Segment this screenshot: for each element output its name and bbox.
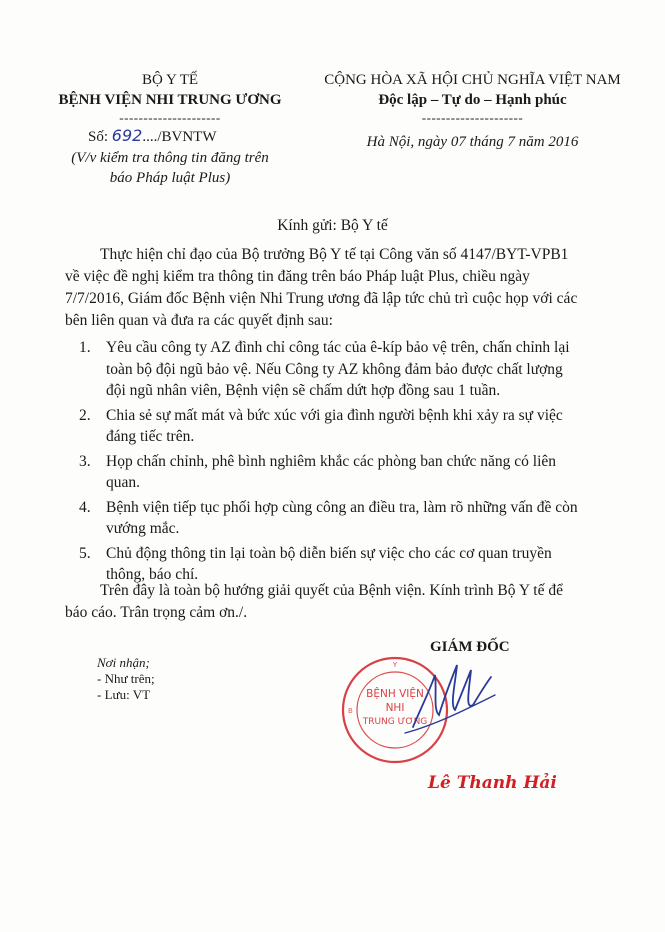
item-number: 3. — [79, 452, 91, 470]
subject-line-2: báo Pháp luật Plus) — [109, 170, 231, 186]
item-line: đáng tiếc trên. — [106, 428, 195, 445]
intro-line-3: 7/7/2016, Giám đốc Bệnh viện Nhi Trung ương đã lập tức chủ trì cuộc họp với các — [65, 290, 578, 307]
motto: Độc lập – Tự do – Hạnh phúc — [378, 92, 567, 108]
right-header — [305, 70, 640, 152]
list-item — [79, 337, 614, 402]
right-divider: --------------------- — [421, 110, 524, 125]
list-item — [79, 497, 614, 540]
item-number: 4. — [79, 498, 91, 516]
item-line: quan. — [106, 474, 141, 491]
item-line: Chủ động thông tin lại toàn bộ diễn biến sự việc cho các cơ quan truyền — [106, 544, 552, 562]
item-line: Họp chấn chỉnh, phê bình nghiêm khắc các phòng ban chức năng có liên — [106, 452, 557, 470]
item-number: 2. — [79, 406, 91, 424]
ministry-name: BỘ Y TẾ — [141, 72, 199, 88]
intro-line-4: bên liên quan và đưa ra các quyết định sau: — [65, 312, 333, 329]
closing-paragraph — [65, 580, 605, 624]
recipients-item: - Như trên; — [97, 671, 155, 686]
list-item — [79, 451, 614, 494]
hospital-name: BỆNH VIỆN NHI TRUNG ƯƠNG — [58, 92, 282, 108]
signer-name: Lê Thanh Hải — [428, 773, 557, 793]
recipients-title: Nơi nhận; — [97, 655, 150, 670]
stamp-line: NHI — [385, 702, 405, 714]
svg-text:B: B — [348, 707, 353, 715]
list-item — [79, 405, 614, 448]
closing-line-1: Trên đây là toàn bộ hướng giải quyết của Bệnh viện. Kính trình Bộ Y tế để — [100, 582, 564, 599]
svg-text:Y: Y — [392, 661, 398, 669]
signer-title: GIÁM ĐỐC — [430, 639, 510, 655]
intro-line-1: Thực hiện chỉ đạo của Bộ trưởng Bộ Y tế tại Công văn số 4147/BYT-VPB1 — [100, 246, 569, 263]
number-suffix: ..../BVNTW — [142, 129, 217, 145]
document-number — [88, 126, 216, 147]
left-divider: --------------------- — [119, 110, 221, 125]
intro-line-2: về việc đề nghị kiểm tra thông tin đăng trên báo Pháp luật Plus, chiều ngày — [65, 268, 530, 285]
stamp-line: TRUNG ƯƠNG — [362, 717, 428, 727]
item-line: Bệnh viện tiếp tục phối hợp cùng công an điều tra, làm rõ những vấn đề còn — [106, 498, 578, 516]
subject — [40, 148, 300, 188]
item-line: vướng mắc. — [106, 520, 180, 537]
recipient: Kính gửi: Bộ Y tế — [277, 217, 388, 234]
intro-paragraph — [65, 244, 605, 332]
handwritten-signature — [395, 655, 505, 740]
item-line: thông, báo chí. — [106, 566, 199, 583]
item-line: toàn bộ đội ngũ bảo vệ. Nếu Công ty AZ không đảm bảo được chất lượng — [106, 360, 563, 378]
number-prefix: Số: — [88, 129, 109, 145]
recipients-block — [97, 655, 155, 703]
recipients-item: - Lưu: VT — [97, 687, 151, 702]
item-line: Chia sẻ sự mất mát và bức xúc với gia đình người bệnh khi xảy ra sự việc — [106, 406, 563, 424]
left-header — [40, 70, 300, 126]
subject-line-1: (V/v kiểm tra thông tin đăng trên — [71, 150, 269, 166]
country-name: CỘNG HÒA XÃ HỘI CHỦ NGHĨA VIỆT NAM — [324, 72, 621, 88]
item-line: Yêu cầu công ty AZ đình chỉ công tác của ê-kíp bảo vệ trên, chấn chỉnh lại — [106, 339, 570, 356]
item-number: 1. — [79, 339, 91, 356]
closing-line-2: báo cáo. Trân trọng cảm ơn./. — [65, 604, 248, 621]
item-number: 5. — [79, 544, 91, 562]
decision-list — [79, 337, 614, 589]
item-line: đội ngũ nhân viên, Bệnh viện sẽ chấm dứt hợp đồng sau 1 tuần. — [106, 382, 501, 399]
stamp-line: BỆNH VIỆN — [366, 688, 424, 700]
number-handwritten: 692 — [111, 126, 143, 145]
date-line: Hà Nội, ngày 07 tháng 7 năm 2016 — [366, 134, 579, 150]
